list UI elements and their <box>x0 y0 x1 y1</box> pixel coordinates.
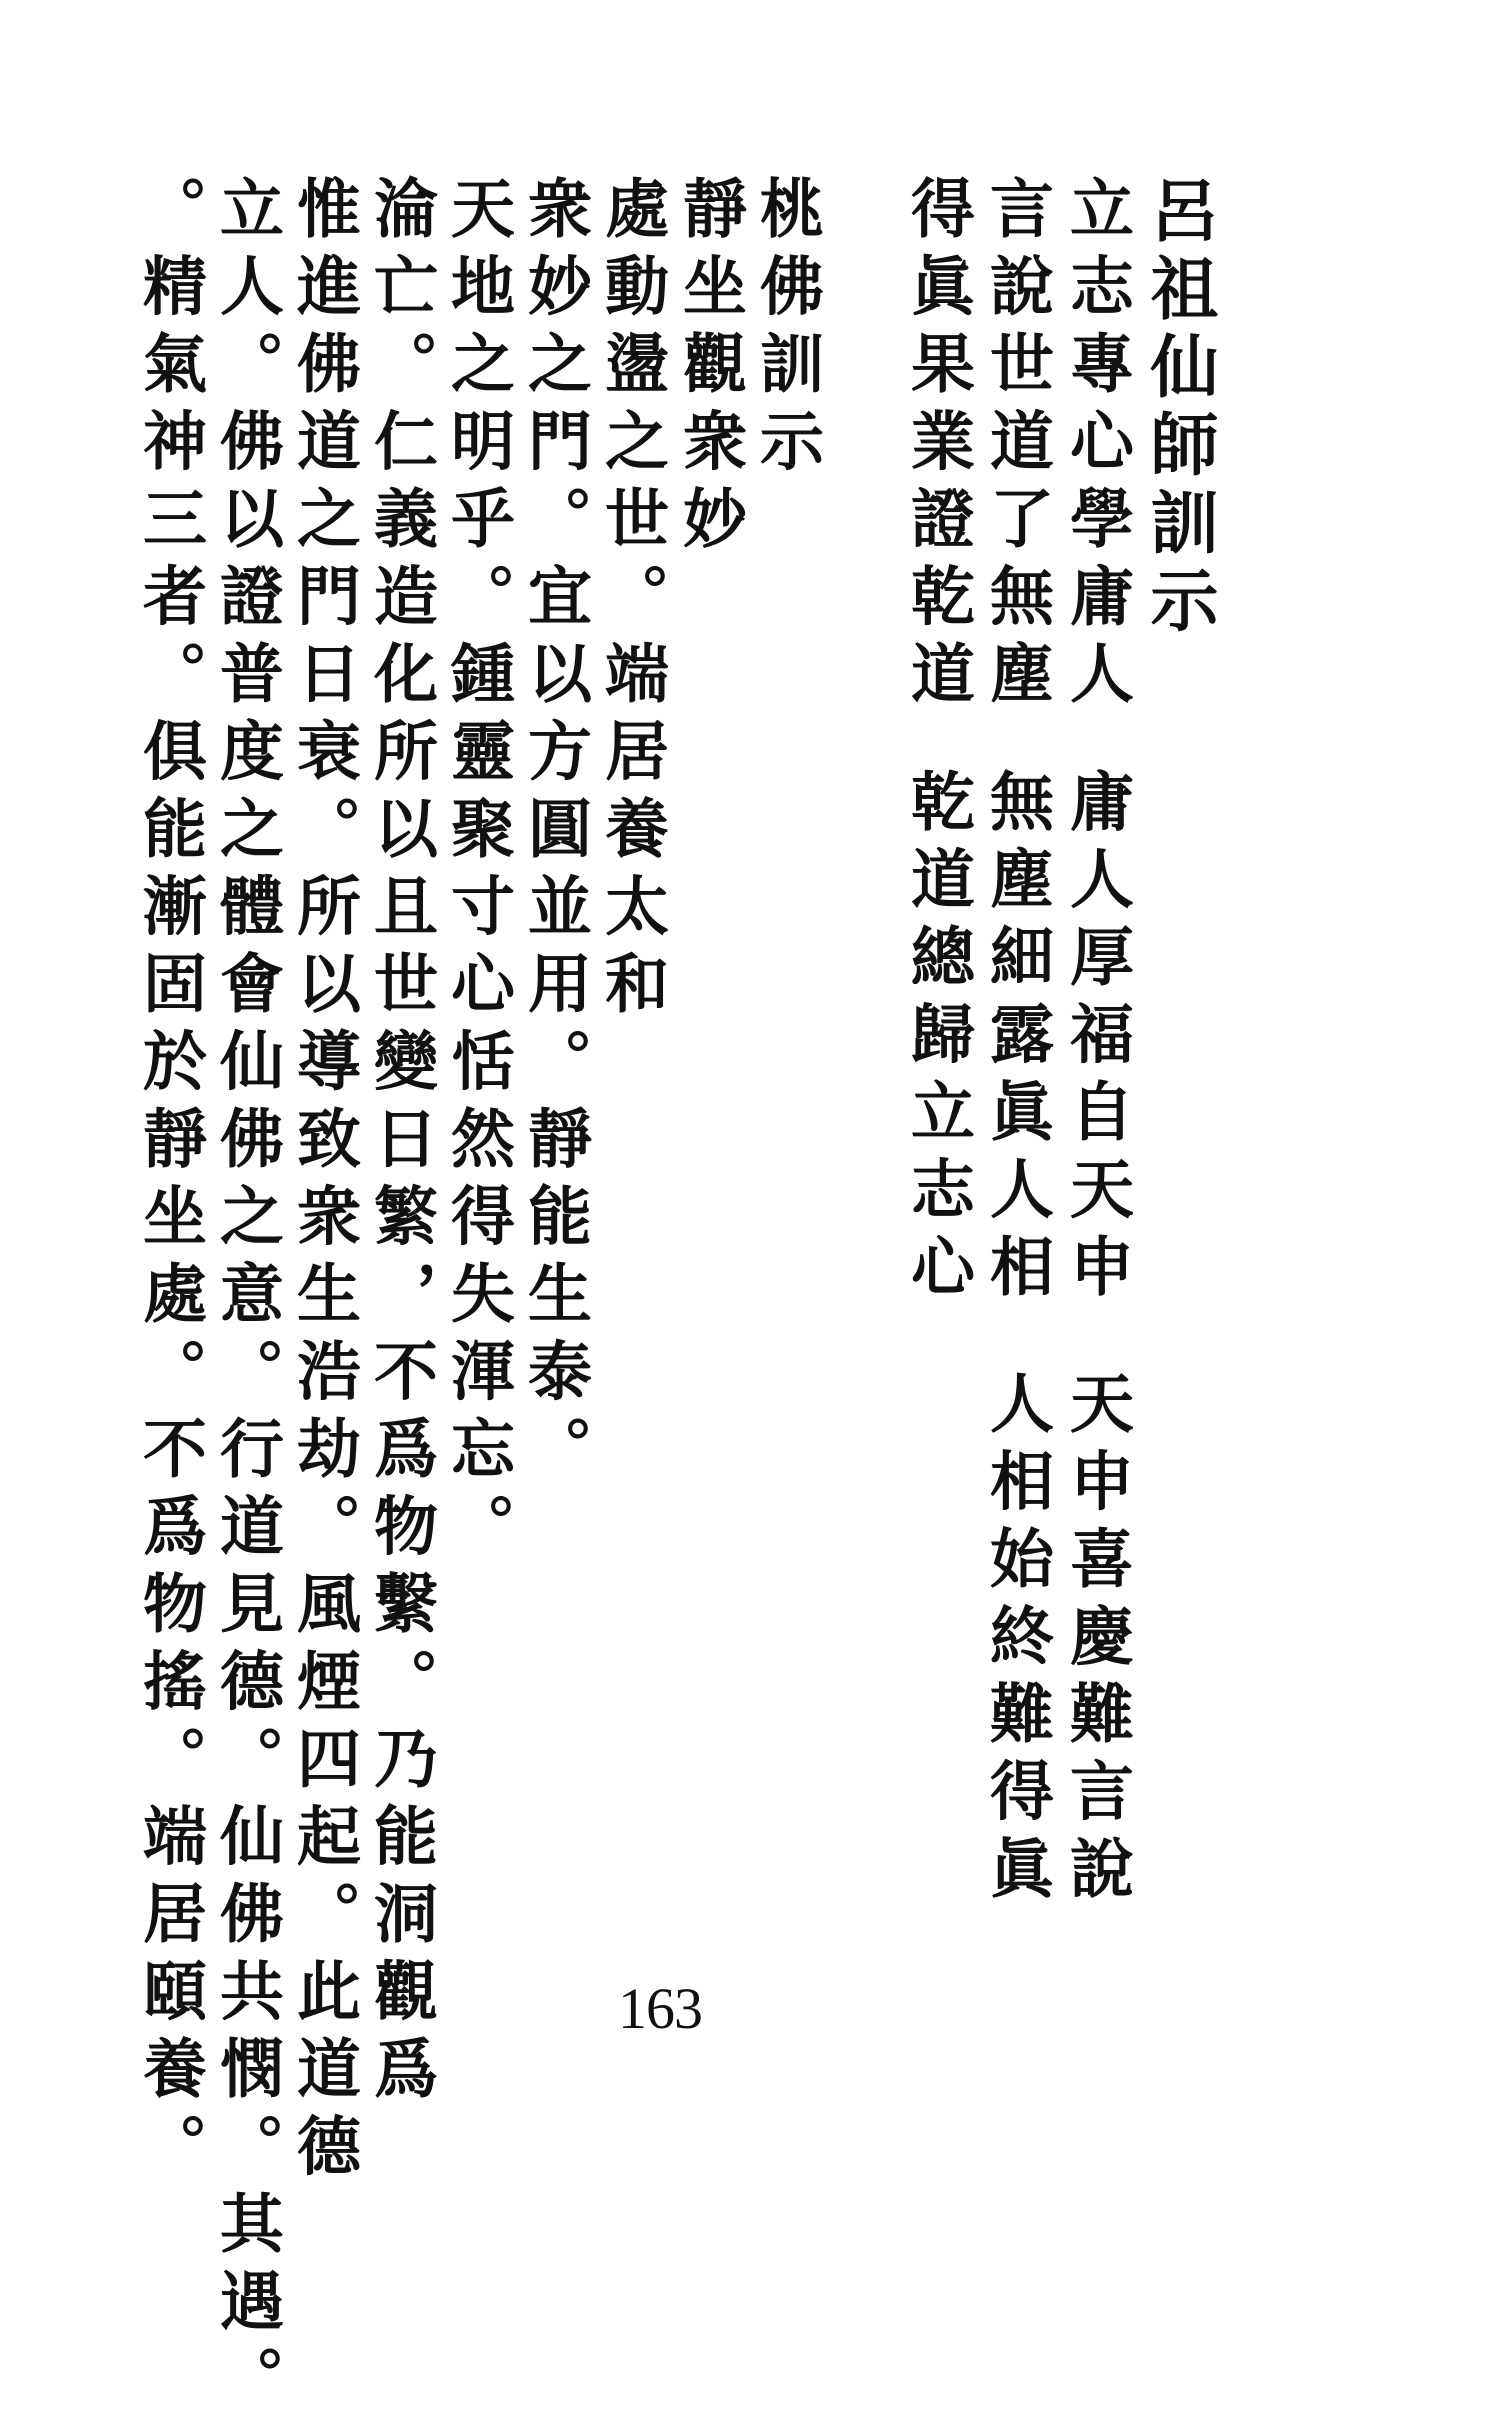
text-column: 處動盪之世。端居養太和 <box>594 175 669 1028</box>
text-column: 靜坐觀衆妙 <box>672 175 747 563</box>
verse-column: 天申喜慶難言說 <box>1059 1370 1134 1913</box>
verse-column: 無塵細露眞人相 <box>979 768 1054 1311</box>
text-column: 淪亡。仁義造化所以且世變日繁，不爲物繫。乃能洞觀爲 <box>363 175 438 2113</box>
verse-column: 庸人厚福自天申 <box>1059 768 1134 1311</box>
text-column: 惟進佛道之門日衰。所以導致衆生浩劫。風煙四起。此道德 <box>286 175 361 2190</box>
page-number: 163 <box>618 1976 702 2041</box>
verse-column: 得眞果業證乾道 <box>900 175 975 718</box>
text-column: 。精氣神三者。俱能漸固於靜坐處。不爲物搖。端居頤養。 <box>132 175 207 2190</box>
verse-column: 立志專心學庸人 <box>1059 175 1134 718</box>
text-column: 桃佛訓示 <box>749 175 824 485</box>
verse-column: 人相始終難得眞 <box>979 1370 1054 1913</box>
verse-column: 乾道總歸立志心 <box>900 768 975 1311</box>
page-title: 呂祖仙師訓示 <box>1139 175 1218 643</box>
text-column: 衆妙之門。宜以方圓並用。靜能生泰。 <box>517 175 592 1493</box>
text-column: 天地之明乎。鍾靈聚寸心恬然得失渾忘。 <box>440 175 515 1570</box>
text-column: 立人。佛以證普度之體會仙佛之意。行道見德。仙佛共憫。其遇。 <box>209 175 284 2423</box>
verse-column: 言說世道了無塵 <box>979 175 1054 718</box>
